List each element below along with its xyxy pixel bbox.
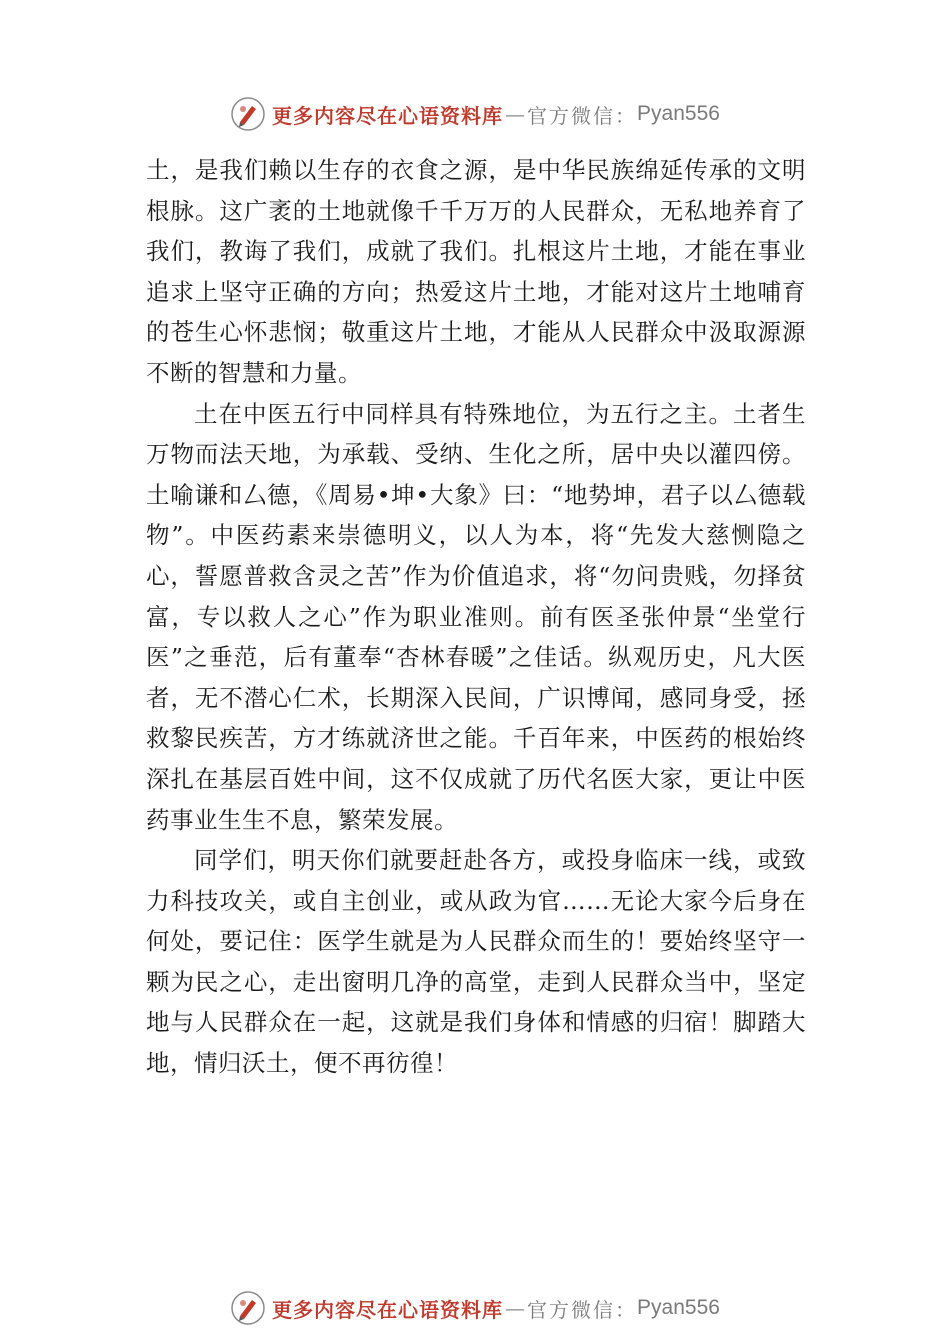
paragraph: 同学们，明天你们就要赶赴各方，或投身临床一线，或致力科技攻关，或自主创业，或从政为官……无论大家今后身在何处，要记住：医学生就是为人民群众而生的！要始终坚守一颗为民之心，走出窗明几净的高堂，走到人民群众当中，坚定地与人民群众在一起，这就是我们身体和情感的归宿！脚踏大地，情归沃土，便不再彷徨！ — [146, 846, 806, 1078]
header-banner — [0, 92, 950, 136]
document-body — [146, 150, 806, 1084]
header-brand-text: 更多内容尽在心语资料库 — [272, 103, 504, 128]
pen-circle-icon — [230, 96, 266, 132]
header-wechat-label: 官方微信： — [527, 103, 638, 128]
footer-dash: — — [505, 1296, 526, 1320]
pen-circle-icon — [230, 1290, 266, 1326]
footer-banner — [0, 1286, 950, 1330]
paragraph: 土在中医五行中同样具有特殊地位，为五行之主。土者生万物而法天地，为承载、受纳、生化之所，居中央以灌四傍。土喻谦和厶德，《周易•坤•大象》曰：“地势坤，君子以厶德载物”。中医药素来崇德明义，以人为本，将“先发大慈恻隐之心，誓愿普救含灵之苦”作为价值追求，将“勿问贵贱，勿择贫富，专以救人之心”作为职业准则。前有医圣张仲景“坐堂行医”之垂范，后有董奉“杏林春暖”之佳话。纵观历史，凡大医者，无不潜心仁术，长期深入民间，广识博闻，感同身受，拯救黎民疾苦，方才练就济世之能。千百年来，中医药的根始终深扎在基层百姓中间，这不仅成就了历代名医大家，更让中医药事业生生不息，繁荣发展。 — [146, 399, 806, 834]
footer-wechat-id: Pyan556 — [637, 1296, 720, 1319]
header-dash: — — [505, 102, 526, 126]
header-wechat-id: Pyan556 — [637, 102, 720, 125]
footer-brand-text: 更多内容尽在心语资料库 — [272, 1297, 504, 1322]
paragraph: 土，是我们赖以生存的衣食之源，是中华民族绵延传承的文明根脉。这广袤的土地就像千千万万的人民群众，无私地养育了我们，教诲了我们，成就了我们。扎根这片土地，才能在事业追求上坚守正确的方向；热爱这片土地，才能对这片土地哺育的苍生心怀悲悯；敬重这片土地，才能从人民群众中汲取源源不断的智慧和力量。 — [146, 156, 806, 387]
footer-wechat-label: 官方微信： — [527, 1297, 638, 1322]
